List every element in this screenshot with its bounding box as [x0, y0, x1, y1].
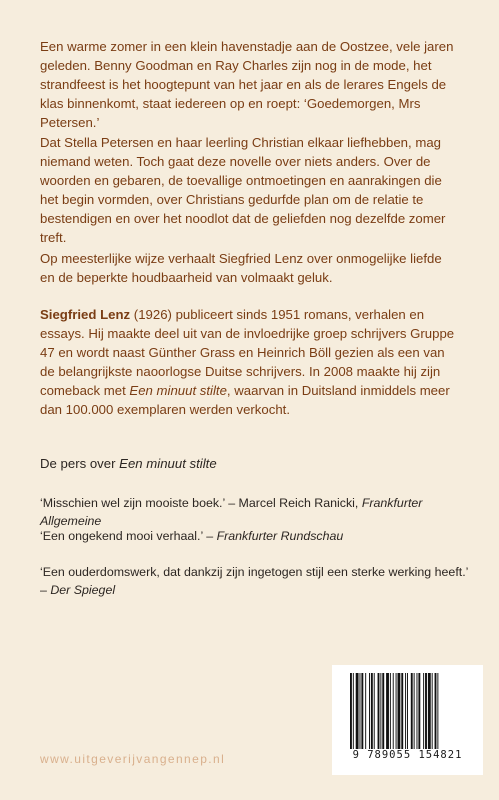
blurb-paragraph-2 — [40, 133, 460, 247]
press-quote-3-source: Der Spiegel — [50, 583, 116, 597]
author-bio — [40, 305, 460, 419]
barcode-bar — [369, 673, 370, 749]
press-quote-1-text: ‘Misschien wel zijn mooiste boek.’ – Marcel Reich Ranicki, — [40, 496, 362, 510]
barcode-bar — [411, 673, 413, 749]
barcode-bar — [437, 673, 438, 749]
press-quote-2-source: Frankfurter Rundschau — [216, 529, 344, 543]
press-quote-3-dash: – — [40, 583, 51, 597]
blurb-paragraph-3-text: Op meesterlijke wijze verhaalt Siegfried Lenz over onmogelijke liefde en de beperkte houdbaarheid van volmaakt geluk. — [40, 251, 442, 285]
blurb-paragraph-1 — [40, 37, 460, 132]
barcode-bar — [414, 673, 415, 749]
barcode-bar — [350, 673, 352, 749]
barcode-bar — [418, 673, 420, 749]
blurb-paragraph-3 — [40, 249, 460, 287]
barcode-bars — [350, 673, 465, 749]
author-bio-text — [40, 305, 460, 419]
blurb-paragraph-1-text: Een warme zomer in een klein havenstadje aan de Oostzee, vele jaren geleden. Benny Goodman en Ray Charles zijn nog in de mode, het strandfeest is het hoogtepunt van het jaar en als de lerares Engels de klas binnenkomt, staat iedereen op en roept: ‘Goedemorgen, Mrs Petersen.’ — [40, 39, 454, 130]
press-quote-3-text: ‘Een ouderdomswerk, dat dankzij zijn ingetogen stijl een sterke werking heeft.’ — [40, 565, 469, 579]
barcode-bar — [374, 673, 375, 749]
barcode-bar — [435, 673, 437, 749]
barcode-bar — [360, 673, 361, 749]
barcode-bar — [425, 673, 427, 749]
barcode-bar — [401, 673, 403, 749]
barcode-bar — [417, 673, 418, 749]
press-heading — [40, 454, 460, 473]
press-quote-2 — [40, 527, 470, 545]
author-bio-part-1: (1926) publiceert sinds 1951 romans, verhalen en essays. Hij maakte deel uit van de invloedrijke groep schrijvers Gruppe 47 en wordt naast Günther Grass en Heinrich Böll gezien als een van de belangrijkste naoorlogse Duitse schrijvers. In 2008 maakte hij zijn comeback met — [40, 307, 455, 398]
author-bio-part-2: , waarvan in Duitsland inmiddels meer dan 100.000 exemplaren werden verkocht. — [40, 383, 450, 417]
publisher-website: www.uitgeverijvangennep.nl — [40, 752, 226, 766]
barcode-bar — [378, 673, 380, 749]
press-heading-prefix: De pers over — [40, 456, 120, 471]
barcode-bar — [407, 673, 408, 749]
barcode-bar — [393, 673, 394, 749]
barcode-bar — [386, 673, 389, 749]
press-quote-1-source: Frankfurter Allgemeine — [40, 496, 423, 528]
press-quote-3-attribution — [40, 581, 470, 599]
press-heading-book-title: Een minuut stilte — [119, 456, 217, 471]
barcode-bar — [398, 673, 401, 749]
barcode-bar — [405, 673, 406, 749]
barcode-bar — [390, 673, 391, 749]
barcode-bar — [353, 673, 354, 749]
barcode-bar — [356, 673, 359, 749]
author-name: Siegfried Lenz — [40, 307, 131, 322]
barcode-bar — [423, 673, 424, 749]
barcode-bar — [365, 673, 366, 749]
isbn-number: 9 789055 154821 — [352, 749, 463, 761]
press-quote-1 — [40, 494, 470, 530]
barcode-bar — [361, 673, 363, 749]
barcode-bar — [432, 673, 433, 749]
press-quote-2-text: ‘Een ongekend mooi verhaal.’ – — [40, 529, 217, 543]
barcode-bar — [371, 673, 373, 749]
blurb-paragraph-2-text: Dat Stella Petersen en haar leerling Christian elkaar liefhebben, mag niemand weten. Toch gaat deze novelle over niets anders. Over de woorden en gebaren, de toevallige ontmoetingen en aanrakingen die het begin vormden, over Christians gedurfde plan om de relatie te bestendigen en over het noodlot dat de geliefden nog dezelfde zomer treft. — [40, 135, 446, 245]
barcode-bar — [380, 673, 381, 749]
barcode-bar — [396, 673, 397, 749]
press-quote-3 — [40, 563, 470, 599]
barcode-bar — [428, 673, 431, 749]
isbn-barcode — [332, 665, 483, 775]
barcode-bar — [382, 673, 384, 749]
bio-book-title: Een minuut stilte — [129, 383, 227, 398]
